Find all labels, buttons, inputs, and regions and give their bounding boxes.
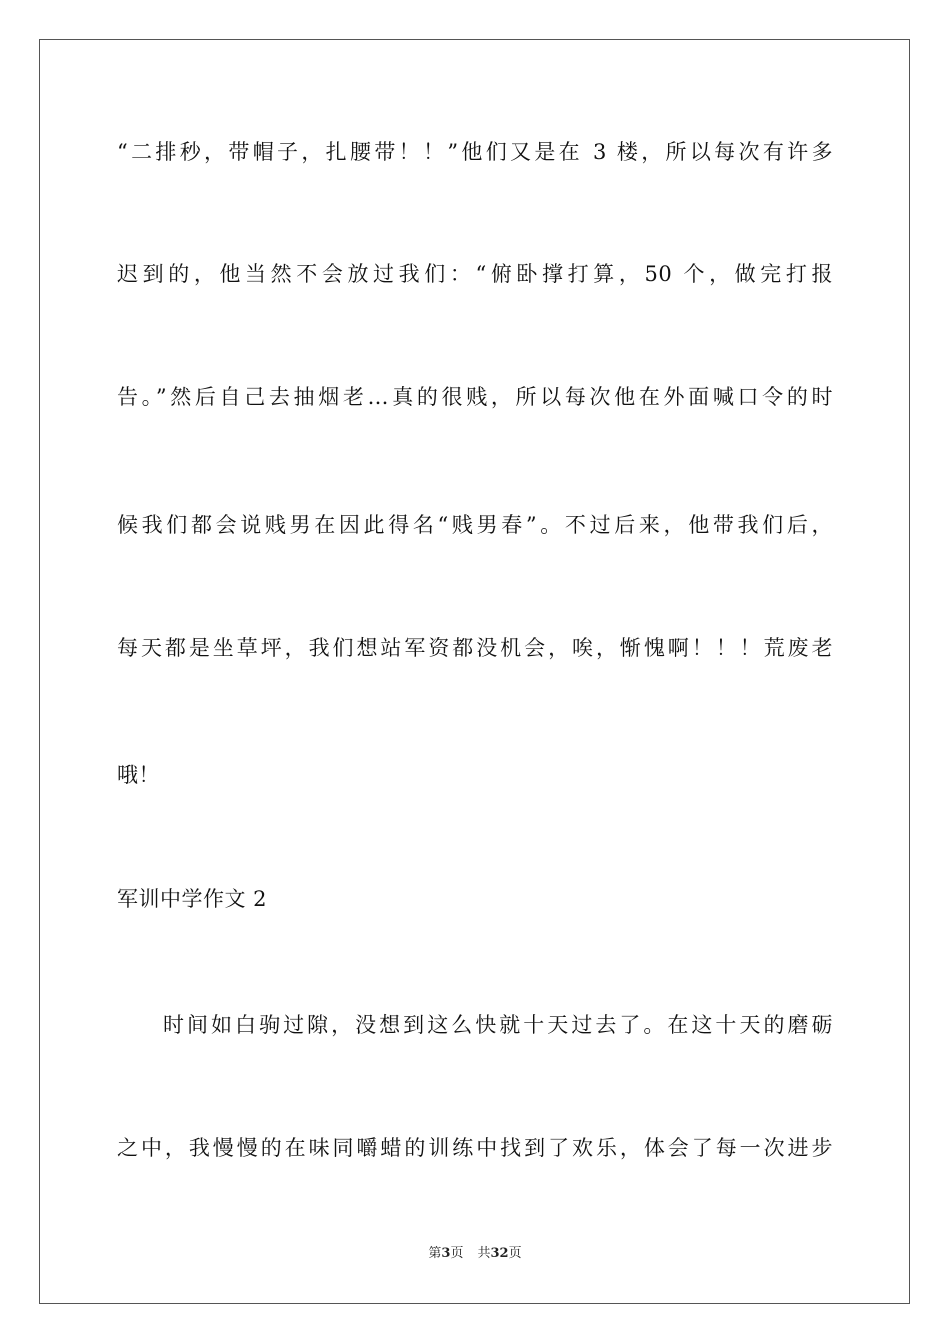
total-prefix: 共 xyxy=(477,1246,491,1261)
paragraph-line-2: 之中，我慢慢的在味同嚼蜡的训练中找到了欢乐，体会了每一次进步 xyxy=(117,1136,833,1160)
text-line-6: 哦！ xyxy=(117,763,160,787)
section-heading: 军训中学作文 2 xyxy=(117,887,268,911)
total-pages: 32 xyxy=(490,1246,509,1261)
text-line-5: 每天都是坐草坪，我们想站军资都没机会，唉，惭愧啊！！！荒废老 xyxy=(117,636,833,660)
text-line-4: 候我们都会说贱男在因此得名“贱男春”。不过后来，他带我们后， xyxy=(117,513,833,537)
page-prefix: 第 xyxy=(428,1246,442,1261)
text-line-3: 告。”然后自己去抽烟老…真的很贱，所以每次他在外面喊口令的时 xyxy=(117,385,833,409)
page-border xyxy=(39,39,910,1304)
page-footer xyxy=(0,1245,950,1263)
page-suffix: 页 xyxy=(450,1246,464,1261)
total-suffix: 页 xyxy=(508,1246,522,1261)
paragraph-line-1: 时间如白驹过隙，没想到这么快就十天过去了。在这十天的磨砺 xyxy=(163,1013,833,1037)
text-line-2: 迟到的，他当然不会放过我们：“俯卧撑打算，50 个，做完打报 xyxy=(117,262,833,286)
page-number: 3 xyxy=(441,1246,451,1261)
text-line-1: “二排秒，带帽子，扎腰带！！”他们又是在 3 楼，所以每次有许多 xyxy=(117,140,833,164)
